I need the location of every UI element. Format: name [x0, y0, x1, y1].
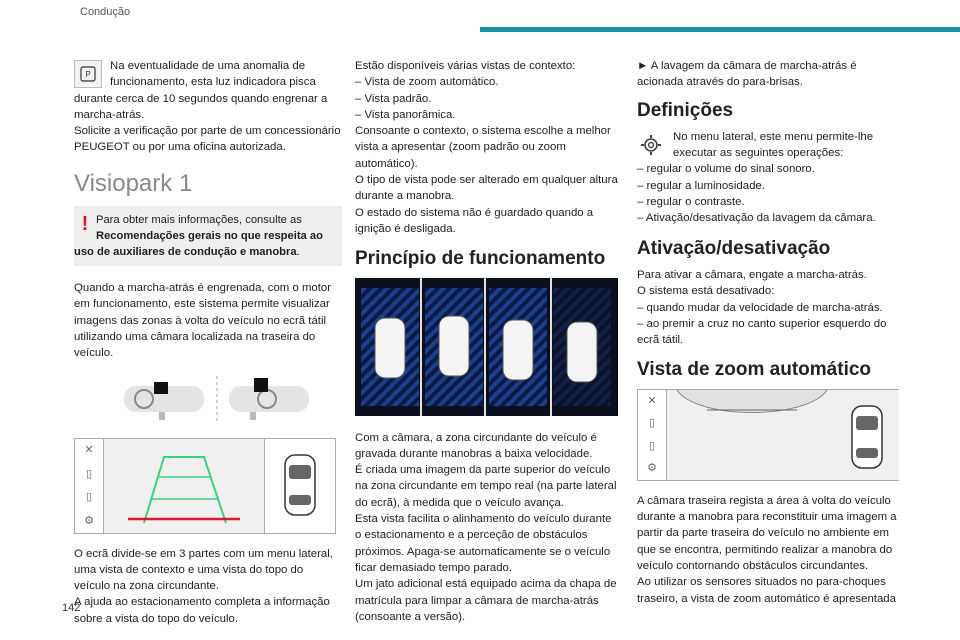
list-item: – quando mudar da velocidade de marcha-atrás. — [637, 301, 883, 314]
views-intro: Estão disponíveis várias vistas de contexto: — [355, 60, 576, 72]
list-item: – ao premir a cruz no canto superior esquerdo do ecrã tátil. — [637, 317, 887, 347]
sensor-icon[interactable]: ▯ — [648, 439, 656, 452]
note-box — [74, 206, 342, 266]
assist-paragraph: A ajuda ao estacionamento completa a informação sobre a vista do topo do veículo. — [74, 596, 330, 625]
screen-paragraph: O ecrã divide-se em 3 partes com um menu lateral, uma vista de contexto e uma vista do topo do veículo na zona circundante. — [74, 547, 333, 593]
intro-paragraph: Quando a marcha-atrás é engrenada, com o motor em funcionamento, este sistema permite visualizar imagens das zonas à volta do veículo no ecrã tátil utilizando uma câmara localizada na traseira do veículo. — [74, 282, 332, 360]
header-accent-bar — [480, 27, 960, 32]
car-top-view — [265, 439, 335, 533]
list-item: – regular a luminosidade. — [637, 179, 765, 192]
list-item: – Ativação/desativação da lavagem da câmara. — [637, 212, 876, 225]
heading-activation: Ativação/desativação — [637, 237, 831, 259]
warning-paragraph: Na eventualidade de uma anomalia de funcionamento, esta luz indicadora pisca durante cerca de 10 segundos quando engrenar a marcha-atrás. — [74, 60, 328, 121]
principle-p4: Um jato adicional está equipado acima da chapa de matrícula para limpar a câmara de marcha-atrás (consoante a versão). — [355, 578, 617, 623]
views-list — [355, 74, 618, 123]
sensor-icon[interactable]: ▯ — [648, 417, 656, 430]
zoom-paragraph-1: A câmara traseira regista a área à volta do veículo durante a manobra para reconstituir uma imagem a partir da parte traseira do veículo no ambiente em que se encontra, permitindo realizar a manobra do veículo contornando obstáculos circundantes. — [637, 494, 897, 572]
page-number: 142 — [62, 602, 81, 614]
check-paragraph: Solicite a verificação por parte de um concessionário PEUGEOT ou por uma oficina autorizada. — [74, 125, 341, 154]
close-icon[interactable]: ✕ — [647, 394, 657, 407]
gear-icon — [637, 131, 665, 159]
settings-list — [637, 161, 899, 226]
context-view — [104, 439, 266, 533]
note-end: . — [296, 246, 300, 259]
state-paragraph: O estado do sistema não é guardado quando a ignição é desligada. — [355, 206, 594, 235]
list-item: – Vista de zoom automático. — [355, 76, 499, 89]
settings-intro: No menu lateral, este menu permite-lhe executar as seguintes operações: — [673, 130, 874, 160]
dashboard-illustration — [74, 372, 342, 428]
principle-p2: É criada uma imagem da parte superior do veículo na zona circundante em tempo real (na parte lateral do ecrã), à medida que o veículo avança. — [355, 464, 617, 509]
gear-icon[interactable]: ⚙ — [84, 514, 94, 527]
screen-layout-diagram — [74, 438, 336, 534]
principle-p3: Esta vista facilita o alinhamento do veículo durante o estacionamento e a perceção de obstáculos próximos. Apaga-se automaticamente se o veículo ficar demasiado tempo parado. — [355, 513, 612, 574]
parking-warning-icon — [74, 60, 102, 88]
deactivated-intro: O sistema está desativado: — [637, 285, 775, 298]
close-icon[interactable]: ✕ — [84, 444, 94, 457]
heading-zoom: Vista de zoom automático — [637, 359, 872, 381]
list-item: – regular o volume do sinal sonoro. — [637, 163, 815, 176]
note-bold-link: Recomendações gerais no que respeita ao uso de auxiliares de condução e manobra — [74, 230, 323, 259]
parking-sequence-illustration — [355, 278, 618, 416]
gear-icon[interactable]: ⚙ — [647, 462, 657, 475]
column-3 — [637, 58, 899, 607]
top-view — [264, 439, 335, 533]
activation-paragraph: Para ativar a câmara, engate a marcha-atrás. — [637, 268, 867, 281]
sensor-icon[interactable]: ▯ — [85, 467, 93, 480]
list-item: – Vista padrão. — [355, 92, 432, 105]
running-header: Condução — [80, 6, 131, 18]
column-2 — [355, 58, 618, 625]
svg-text:P: P — [85, 70, 91, 79]
sensor-icon[interactable]: ▯ — [85, 491, 93, 504]
change-paragraph: O tipo de vista pode ser alterado em qualquer altura durante a manobra. — [355, 174, 618, 203]
heading-settings: Definições — [637, 99, 734, 121]
side-menu — [638, 390, 667, 480]
list-item: – Vista panorâmica. — [355, 108, 456, 121]
zoom-view-diagram — [637, 389, 899, 481]
deactivated-list — [637, 300, 899, 349]
context-paragraph: Consoante o contexto, o sistema escolhe a melhor vista a apresentar (zoom padrão ou zoom automático). — [355, 125, 611, 170]
zoom-paragraph-2: Ao utilizar os sensores situados no para-choques traseiro, a vista de zoom automático é apresentada — [637, 576, 896, 605]
side-menu — [75, 439, 104, 533]
list-item: – regular o contraste. — [637, 196, 745, 209]
note-text: Para obter mais informações, consulte as — [96, 214, 302, 227]
column-1 — [74, 58, 342, 627]
principle-p1: Com a câmara, a zona circundante do veículo é gravada durante manobras a baixa velocidade. — [355, 431, 597, 460]
exclamation-icon: ! — [81, 213, 89, 236]
wash-paragraph: ► A lavagem da câmara de marcha-atrás é acionada através do para-brisas. — [637, 60, 857, 89]
heading-principle: Princípio de funcionamento — [355, 248, 606, 270]
camera-sequence-image — [355, 278, 618, 416]
section-title: Visiopark 1 — [74, 169, 193, 197]
zoom-view — [667, 390, 899, 480]
